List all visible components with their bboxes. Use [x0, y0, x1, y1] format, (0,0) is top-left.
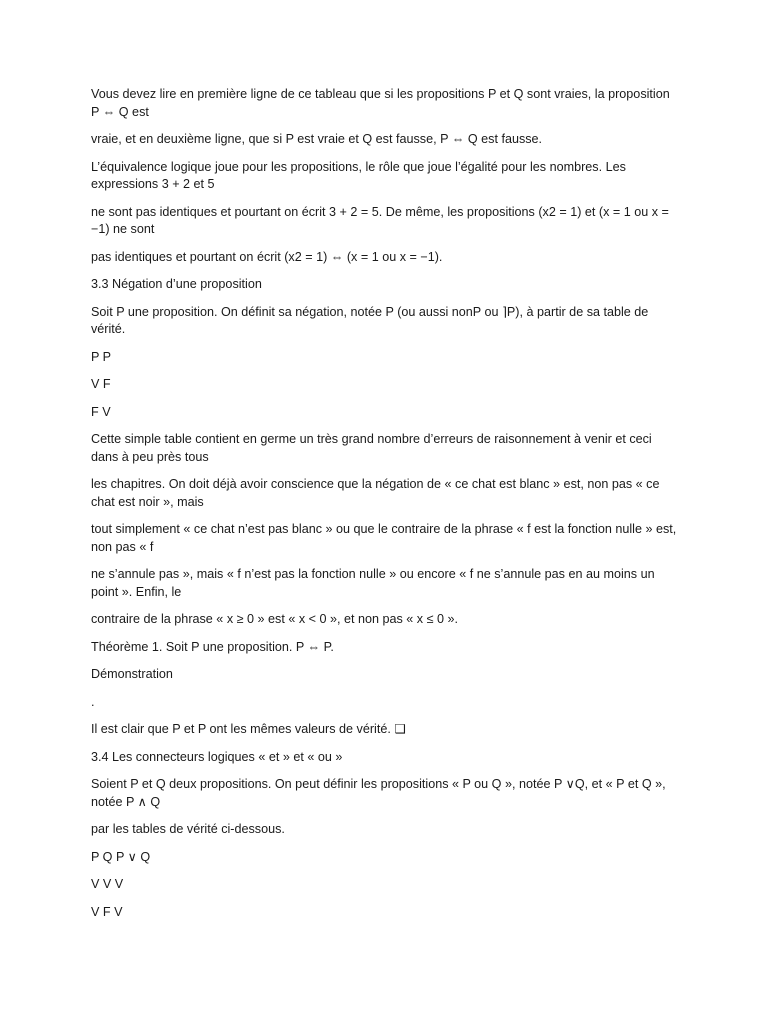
paragraph: Soient P et Q deux propositions. On peut définir les propositions « P ou Q », notée P ∨Q, et « P et Q », notée P ∧ Q [91, 777, 666, 809]
paragraph: Cette simple table contient en germe un très grand nombre d’erreurs de raisonnement à venir et ceci dans à peu près tous [91, 432, 652, 464]
truth-table-row: F V [91, 404, 111, 419]
document-page [91, 86, 681, 931]
paragraph: vraie, et en deuxième ligne, que si P est vraie et Q est fausse, P ⇔ Q est fausse. [91, 132, 543, 146]
paragraph: ne s’annule pas », mais « f n’est pas la fonction nulle » ou encore « f ne s’annule pas en au moins un point ». Enfin, le [91, 567, 655, 599]
truth-table-row: P P [91, 349, 112, 364]
paragraph: contraire de la phrase « x ≥ 0 » est « x < 0 », et non pas « x ≤ 0 ». [91, 612, 459, 626]
paragraph: Soit P une proposition. On définit sa négation, notée P (ou aussi nonP ou ⌉P), à partir de sa table de vérité. [91, 304, 649, 336]
paragraph: ne sont pas identiques et pourtant on écrit 3 + 2 = 5. De même, les propositions (x2 = 1) et (x = 1 ou x = −1) ne sont [91, 204, 669, 236]
proof-heading: Démonstration [91, 667, 173, 681]
truth-table-row: V F V [91, 904, 123, 919]
paragraph: . [91, 694, 95, 709]
truth-table-row: V V V [91, 877, 124, 891]
paragraph: tout simplement « ce chat n’est pas blanc » ou que le contraire de la phrase « f est la fonction nulle » est, non pas « f [91, 522, 677, 554]
paragraph: les chapitres. On doit déjà avoir conscience que la négation de « ce chat est blanc » est, non pas « ce chat est noir », mais [91, 477, 660, 509]
section-heading: 3.4 Les connecteurs logiques « et » et « ou » [91, 749, 343, 764]
truth-table-row: P Q P ∨ Q [91, 849, 151, 864]
truth-table-row: V F [91, 377, 111, 391]
paragraph: pas identiques et pourtant on écrit (x2 = 1) ⇔ (x = 1 ou x = −1). [91, 249, 443, 264]
theorem: Théorème 1. Soit P une proposition. P ⇔ P. [91, 639, 334, 654]
section-heading: 3.3 Négation d’une proposition [91, 277, 262, 291]
paragraph: par les tables de vérité ci-dessous. [91, 822, 285, 836]
paragraph: L’équivalence logique joue pour les propositions, le rôle que joue l’égalité pour les nombres. Les expressions 3 + 2 et 5 [91, 159, 626, 191]
paragraph: Vous devez lire en première ligne de ce tableau que si les propositions P et Q sont vraies, la proposition P ⇔ Q est [91, 87, 670, 119]
paragraph: Il est clair que P et P ont les mêmes valeurs de vérité. ❑ [91, 722, 406, 736]
